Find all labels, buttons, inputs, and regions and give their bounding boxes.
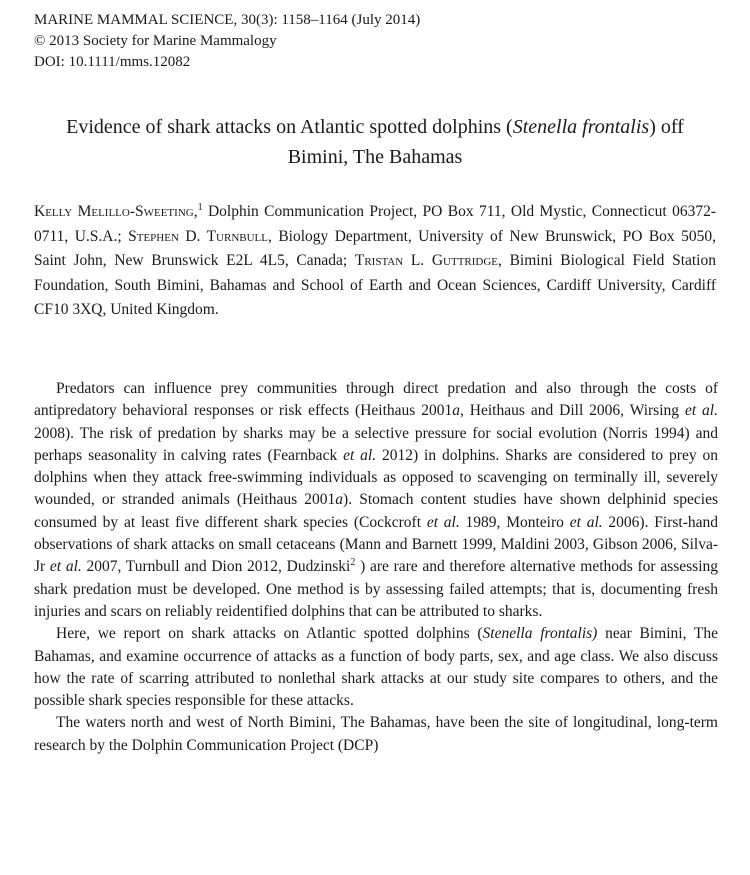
paragraph: Predators can influence prey communities through direct predation and also through the costs of antipredatory behavioral responses or risk effects (Heithaus 2001a, Heithaus and Dill 2006, Wirsing et al. 2008). The risk of predation by sharks may be a selective pressure for social evolution (Norris 1994) and perhaps seasonality in calving rates (Fearnback et al. 2012) in dolphins. Sharks are considered to prey on dolphins when they attack free-swimming individuals as opposed to scavenging on terminally ill, severely wounded, or stranded animals (Heithaus 2001a). Stomach content studies have shown delphinid species consumed by at least five different shark species (Cockcroft et al. 1989, Monteiro et al. 2006). First-hand observations of shark attacks on small cetaceans (Mann and Barnett 1999, Maldini 2003, Gibson 2006, Silva-Jr et al. 2007, Turnbull and Dion 2012, Dudzinski$^2$ ) are rare and therefore alternative methods for assessing shark predation must be developed. One method is by assessing failed attempts; that is, documenting fresh injuries and scars on reliably reidentified dolphins that can be attributed to sharks. [34,380,719,620]
footnote-marker: 1 [197,201,203,213]
author-name: Tristan L. Guttridge, [354,252,502,269]
author-name: Stephen D. Turnbull, [128,227,272,245]
journal-citation: MARINE MAMMAL SCIENCE, 30(3): 1158–1164 (July 2014) [34,12,421,28]
author-affiliations [34,200,716,323]
paragraph: The waters north and west of North Bimini, The Bahamas, have been the site of longitudinal, long-term research by the Dolphin Communication Project (DCP) [34,714,718,754]
affiliation: Bimini Biological Field Station Foundation, South Bimini, Bahamas and School of Earth and Ocean Sciences, Cardiff University, Cardiff CF10 3XQ, United Kingdom. [34,252,716,318]
doi-line: DOI: 10.1111/mms.12082 [34,54,191,70]
article-body [34,378,718,757]
article-title: Evidence of shark attacks on Atlantic spotted dolphins (Stenella frontalis) off Bimini, The Bahamas [66,116,684,168]
author-name: Kelly Melillo-Sweeting, [34,203,198,220]
footnote-marker: 2 [350,557,356,569]
species-name: Stenella frontalis [512,116,650,138]
journal-header [34,10,420,73]
copyright-notice: © 2013 Society for Marine Mammalogy [34,33,277,49]
paragraph: Here, we report on shark attacks on Atlantic spotted dolphins (Stenella frontalis) near Bimini, The Bahamas, and examine occurrence of attacks as a function of body parts, sex, and age class. We also discuss how the rate of scarring attributed to nonlethal shark attacks at our study site compares to others, and the possible shark species responsible for these attacks. [34,625,719,710]
affiliation: Dolphin Communication Project, PO Box 711, Old Mystic, Connecticut 06372-0711, U.S.A.; [34,203,716,245]
affiliation: Biology Department, University of New Brunswick, PO Box 5050, Saint John, New Brunswick E2L 4L5, Canada; [34,227,717,269]
